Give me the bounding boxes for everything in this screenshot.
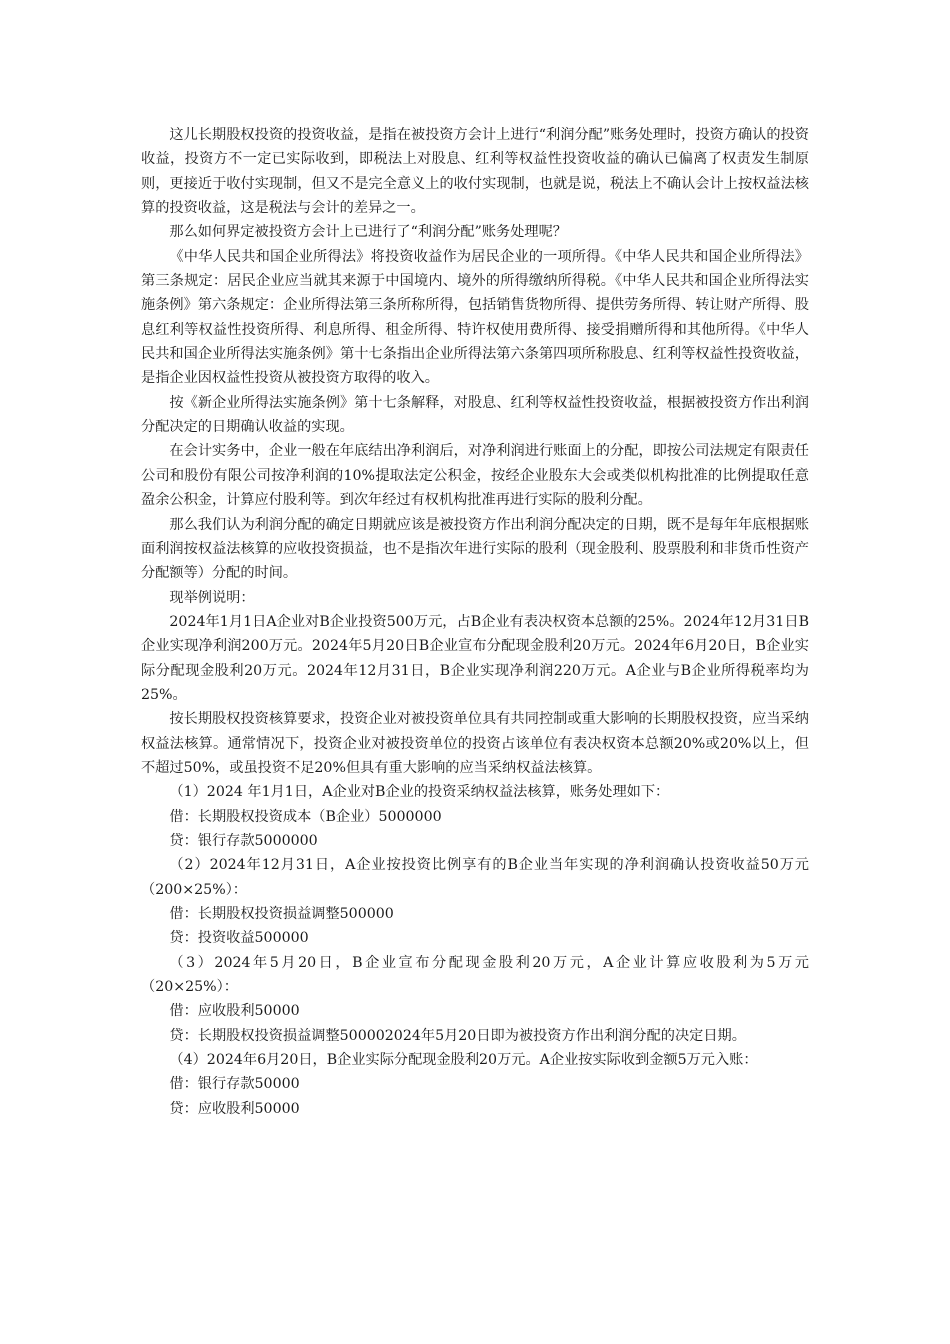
- document-page: [141, 123, 809, 1121]
- paragraph-article-17: 按《新企业所得法实施条例》第十七条解释，对股息、红利等权益性投资收益，根据被投资方作出利润分配决定的日期确认收益的实现。: [141, 394, 809, 436]
- journal-entry-credit: 贷：投资收益500000: [169, 930, 309, 947]
- step-3: （3）2024年5月20日，B企业宣布分配现金股利20万元，A企业计算应收股利为5万元（20×25%）：: [141, 954, 809, 996]
- paragraph-conclusion: 那么我们认为利润分配的确定日期就应该是被投资方作出利润分配决定的日期，既不是每年年底根据账面利润按权益法核算的应收投资损益，也不是指次年进行实际的股利（现金股利、股票股利和非货币性资产分配额等）分配的时间。: [141, 516, 809, 582]
- step-4: （4）2024年6月20日，B企业实际分配现金股利20万元。A企业按实际收到金额5万元入账：: [169, 1052, 758, 1069]
- paragraph-investment-income-definition: 这儿长期股权投资的投资收益，是指在被投资方会计上进行“利润分配”账务处理时，投资方确认的投资收益，投资方不一定已实际收到，即税法上对股息、红利等权益性投资收益的确认已偏离了权责发生制原则，更接近于收付实现制，但又不是完全意义上的收付实现制，也就是说，税法上不确认会计上按权益法核算的投资收益，这是税法与会计的差异之一。: [141, 127, 809, 217]
- journal-entry-debit: 借：长期股权投资成本（B企业）5000000: [169, 808, 442, 825]
- journal-entry-debit: 借：长期股权投资损益调整500000: [169, 906, 394, 922]
- journal-entry-credit: 贷：应收股利50000: [169, 1100, 300, 1117]
- journal-entry-debit: 借：银行存款50000: [169, 1076, 300, 1093]
- paragraph-law-citation: 《中华人民共和国企业所得法》将投资收益作为居民企业的一项所得。《中华人民共和国企业所得法》第三条规定：居民企业应当就其来源于中国境内、境外的所得缴纳所得税。《中华人民共和国企业所得法实施条例》第六条规定：企业所得法第三条所称所得，包括销售货物所得、提供劳务所得、转让财产所得、股息红利等权益性投资所得、利息所得、租金所得、特许权使用费所得、接受捐赠所得和其他所得。《中华人民共和国企业所得法实施条例》第十七条指出企业所得法第六条第四项所称股息、红利等权益性投资收益，是指企业因权益性投资从被投资方取得的收入。: [141, 248, 809, 387]
- paragraph-equity-method: 按长期股权投资核算要求，投资企业对被投资单位具有共同控制或重大影响的长期股权投资，应当采纳权益法核算。通常情况下，投资企业对被投资单位的投资占该单位有表决权资本总额20%或20%以上，但不超过50%，或虽投资不足20%但具有重大影响的应当采纳权益法核算。: [141, 711, 809, 776]
- step-2: （2）2024年12月31日，A企业按投资比例享有的B企业当年实现的净利润确认投资收益50万元（200×25%）：: [141, 857, 809, 898]
- paragraph-example-intro: 现举例说明：: [169, 589, 255, 606]
- journal-entry-credit: 贷：银行存款5000000: [169, 832, 318, 849]
- journal-entry-credit: 贷：长期股权投资损益调整500002024年5月20日即为被投资方作出利润分配的决定日期。: [169, 1027, 746, 1044]
- step-1: （1）2024 年1月1日，A企业对B企业的投资采纳权益法核算，账务处理如下：: [169, 784, 670, 801]
- paragraph-question: 那么如何界定被投资方会计上已进行了“利润分配”账务处理呢？: [169, 224, 567, 241]
- paragraph-example-facts: 2024年1月1日A企业对B企业投资500万元，占B企业有表决权资本总额的25%。2024年12月31日B企业实现净利润200万元。2024年5月20日B企业宣布分配现金股利20万元。2024年6月20日，B企业实际分配现金股利20万元。2024年12月31日，B企业实现净利润220万元。A企业与B企业所得税率均为25%。: [141, 613, 809, 703]
- paragraph-accounting-practice: 在会计实务中，企业一般在年底结出净利润后，对净利润进行账面上的分配，即按公司法规定有限责任公司和股份有限公司按净利润的10%提取法定公积金，按经企业股东大会或类似机构批准的比例提取任意盈余公积金，计算应付股利等。到次年经过有权机构批准再进行实际的股利分配。: [141, 443, 809, 509]
- journal-entry-debit: 借：应收股利50000: [169, 1003, 300, 1020]
